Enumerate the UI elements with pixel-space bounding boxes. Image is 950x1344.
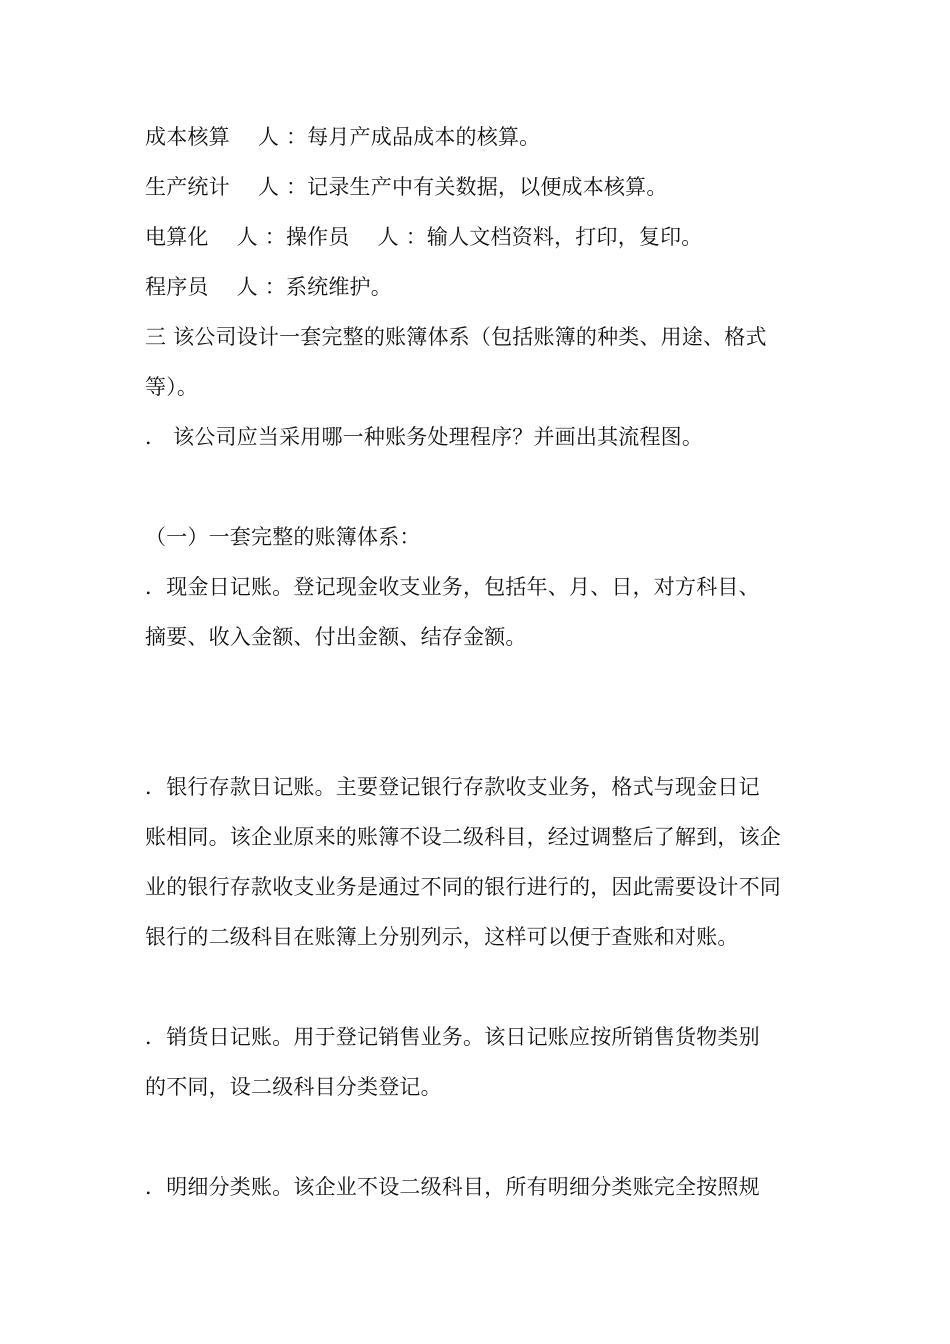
text-line-sales-journal: ．销货日记账。用于登记销售业务。该日记账应按所销售货物类别: [145, 1025, 760, 1049]
text-line-bank-journal-cont-2: 业的银行存款收支业务是通过不同的银行进行的，因此需要设计不同: [145, 875, 781, 899]
text-line-cash-journal-cont: 摘要、收入金额、付出金额、结存金额。: [145, 625, 527, 649]
text-line-question-three-cont: 等）。: [145, 375, 199, 399]
text-line-cash-journal: ．现金日记账。登记现金收支业务，包括年、月、日，对方科目、: [145, 575, 760, 599]
text-line-sales-journal-cont: 的不同，设二级科目分类登记。: [145, 1075, 442, 1099]
text-line-cost-accounting: 成本核算 人 ：每月产成品成本的核算。: [145, 125, 541, 149]
text-line-production-statistics: 生产统计 人 ：记录生产中有关数据，以便成本核算。: [145, 175, 668, 199]
text-line-computerization: 电算化 人 ：操作员 人 ：输人文档资料，打印，复印。: [145, 225, 703, 249]
section-heading: （一）一套完整的账簿体系：: [145, 525, 421, 549]
text-line-bank-journal-cont-1: 账相同。该企业原来的账簿不设二级科目，经过调整后了解到，该企: [145, 825, 781, 849]
text-line-question-three: 三 该公司设计一套完整的账簿体系（包括账簿的种类、用途、格式: [145, 325, 767, 349]
text-line-subsidiary-ledger: ．明细分类账。该企业不设二级科目，所有明细分类账完全按照规: [145, 1175, 760, 1199]
text-line-bank-journal-cont-3: 银行的二级科目在账簿上分别列示，这样可以便于查账和对账。: [145, 925, 739, 949]
text-line-bank-journal: ．银行存款日记账。主要登记银行存款收支业务，格式与现金日记: [145, 775, 760, 799]
text-line-programmer: 程序员 人 ：系统维护。: [145, 275, 392, 299]
text-line-question-four: ． 该公司应当采用哪一种账务处理程序？并画出其流程图。: [145, 425, 704, 449]
